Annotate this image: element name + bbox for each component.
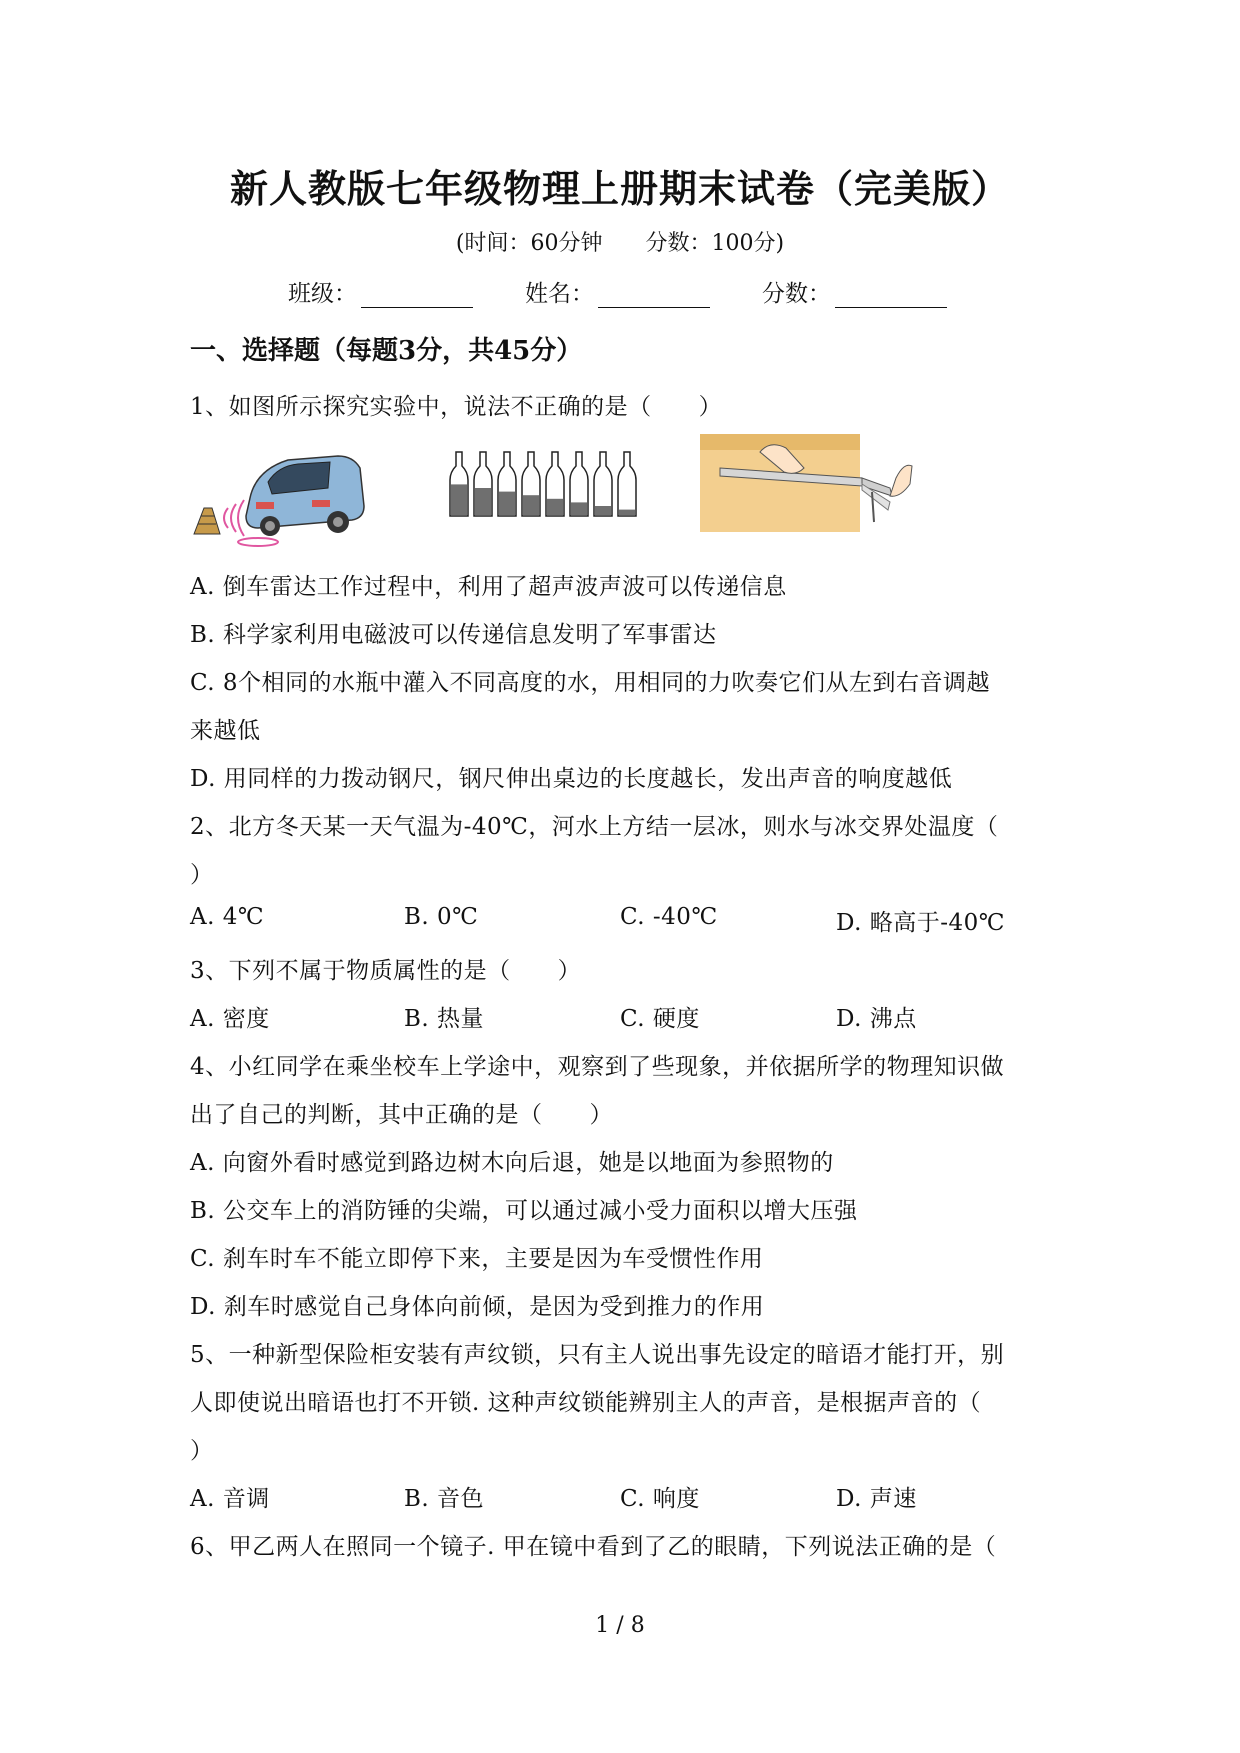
class-label: 班级： [288, 281, 357, 307]
bottle-water-icon [571, 502, 587, 515]
ruler-table-figure [700, 432, 925, 534]
q3-option-d[interactable]: D. 沸点 [836, 1006, 917, 1032]
q4-stem: 4、小红同学在乘坐校车上学途中，观察到了些现象，并依据所学的物理知识做 [190, 1054, 1005, 1080]
class-blank[interactable] [361, 285, 473, 308]
q5-stem-cont2: ） [190, 1438, 214, 1464]
bottle-water-icon [499, 492, 515, 515]
q2-option-d[interactable]: D. 略高于-40℃ [836, 910, 1006, 936]
q4-option-c[interactable]: C. 刹车时车不能立即停下来，主要是因为车受惯性作用 [190, 1246, 764, 1272]
bottle-water-icon [547, 499, 563, 515]
q2-stem-cont: ） [190, 862, 214, 888]
q3-option-c[interactable]: C. 硬度 [620, 1006, 700, 1032]
exam-subtitle [0, 226, 1240, 257]
exam-time: (时间：60分钟 [455, 231, 603, 256]
q4-option-b[interactable]: B. 公交车上的消防锤的尖端，可以通过减小受力面积以增大压强 [190, 1198, 858, 1224]
q4-option-d[interactable]: D. 刹车时感觉自己身体向前倾，是因为受到推力的作用 [190, 1294, 765, 1320]
bottle-water-icon [595, 506, 611, 515]
q4-option-a[interactable]: A. 向窗外看时感觉到路边树木向后退，她是以地面为参照物的 [190, 1150, 834, 1176]
q5-option-c[interactable]: C. 响度 [620, 1486, 700, 1512]
name-blank[interactable] [598, 285, 710, 308]
q2-option-c[interactable]: C. -40℃ [620, 904, 718, 930]
page-title: 新人教版七年级物理上册期末试卷（完美版） [229, 166, 1010, 211]
q3-option-a[interactable]: A. 密度 [190, 1006, 270, 1032]
score-blank[interactable] [835, 285, 947, 308]
q6-stem: 6、甲乙两人在照同一个镜子. 甲在镜中看到了乙的眼睛，下列说法正确的是（ [190, 1534, 997, 1560]
q1-stem: 1、如图所示探究实验中，说法不正确的是（ ） [190, 394, 723, 420]
bottle-icon [618, 452, 636, 516]
q1-option-a[interactable]: A. 倒车雷达工作过程中，利用了超声波声波可以传递信息 [190, 574, 787, 600]
q3-option-b[interactable]: B. 热量 [404, 1006, 485, 1032]
score-label: 分数： [762, 281, 831, 307]
exam-total-score: 分数：100分) [645, 231, 785, 256]
score-field [762, 275, 947, 308]
car-radar-figure [188, 448, 368, 550]
page-number: 1 / 8 [595, 1613, 645, 1638]
bottle-water-icon [523, 495, 539, 515]
q4-stem-cont: 出了自己的判断，其中正确的是（ ） [190, 1102, 613, 1128]
q1-option-d[interactable]: D. 用同样的力拨动钢尺，钢尺伸出桌边的长度越长，发出声音的响度越低 [190, 766, 953, 792]
water-bottles-figure [444, 448, 644, 520]
name-field [525, 275, 710, 308]
class-field [288, 275, 473, 308]
q1-option-c-cont: 来越低 [190, 718, 261, 744]
q2-stem: 2、北方冬天某一天气温为-40℃，河水上方结一层冰，则水与冰交界处温度（ [190, 814, 999, 840]
q3-stem: 3、下列不属于物质属性的是（ ） [190, 958, 582, 984]
q1-option-c[interactable]: C. 8个相同的水瓶中灌入不同高度的水，用相同的力吹奏它们从左到右音调越 [190, 670, 991, 696]
q5-option-b[interactable]: B. 音色 [404, 1486, 485, 1512]
q2-option-b[interactable]: B. 0℃ [404, 904, 479, 930]
q2-option-a[interactable]: A. 4℃ [190, 904, 265, 930]
q5-stem-cont: 人即使说出暗语也打不开锁. 这种声纹锁能辨别主人的声音，是根据声音的（ [190, 1390, 982, 1416]
name-label: 姓名： [525, 281, 594, 307]
q1-option-b[interactable]: B. 科学家利用电磁波可以传递信息发明了军事雷达 [190, 622, 717, 648]
q5-option-d[interactable]: D. 声速 [836, 1486, 917, 1512]
section-heading: 一、选择题（每题3分，共45分） [190, 336, 583, 366]
bottle-water-icon [619, 510, 635, 515]
q5-option-a[interactable]: A. 音调 [190, 1486, 270, 1512]
bottle-water-icon [475, 488, 491, 515]
q5-stem: 5、一种新型保险柜安装有声纹锁，只有主人说出事先设定的暗语才能打开，别 [190, 1342, 1005, 1368]
bottle-water-icon [451, 484, 467, 515]
